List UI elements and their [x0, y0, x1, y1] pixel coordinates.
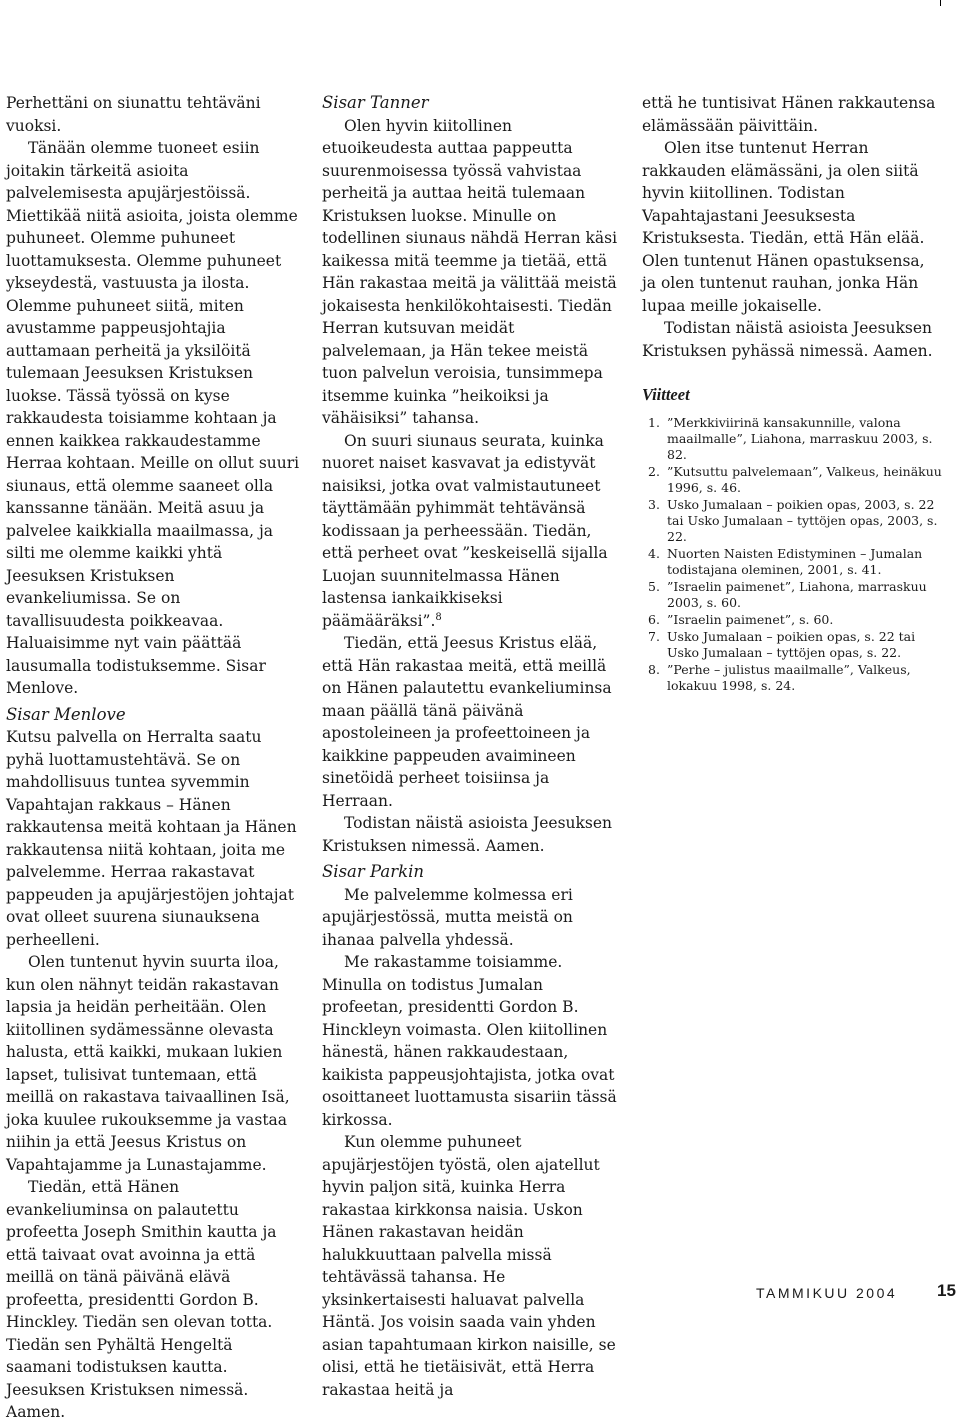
paragraph: Olen hyvin kiitollinen etuoikeudesta auttaa pappeutta suurenmoisessa työssä vahvistaa perheitä ja auttaa heitä tulemaan Kristuksen luokse. Minulle on todellinen siunaus nähdä Herran käsi kaikessa mitä teemme ja tietää, että Hän rakastaa meitä ja välittää meistä jokaisesta henkilökohtaisesti. Tiedän Herran kutsuvan meidät palvelemaan, ja Hän tekee meistä tuon palvelun veroisia, tunsimmepa itsemme kuinka ”heikoiksi ja vähäisiksi” tahansa.	[322, 116, 618, 427]
paragraph: Me rakastamme toisiamme. Minulla on todistus Jumalan profeetan, presidentti Gordon B. Hinckleyn voimasta. Olen kiitollinen hänestä, hänen rakkaudestaan, kaikista pappeusjohtajista, jotka ovat osoittaneet luottamusta sisariin tässä kirkossa.	[322, 953, 617, 1129]
paragraph: että he tuntisivat Hänen rakkautensa elämässään päivittäin.	[642, 94, 936, 135]
speaker-heading: Sisar Parkin	[322, 862, 425, 881]
paragraph	[322, 430, 618, 633]
footnote-ref: 8	[435, 611, 442, 623]
note-text: ”Israelin paimenet”, Liahona, marraskuu 2003, s. 60.	[667, 578, 927, 610]
paragraph: Perhettäni on siunattu tehtäväni vuoksi.	[6, 94, 261, 135]
column-1	[6, 92, 302, 1424]
paragraph: Tiedän, että Hänen evankeliuminsa on palautettu profeetta Joseph Smithin kautta ja että taivaat ovat avoinna ja että meillä on tänä päivänä elävä profeetta, presidentti Gordon B. Hinckley. Tiedän sen olevan totta. Tiedän sen Pyhältä Hengeltä saamani todistuksen kautta. Jeesuksen Kristuksen nimessä. Aamen.	[6, 1178, 277, 1421]
column-3	[642, 92, 942, 695]
paragraph: Olen tuntenut hyvin suurta iloa, kun olen nähnyt teidän rakastavan lapsia ja heidän perheitään. Olen kiitollinen sydämessänne olevasta halusta, että kaikki, mukaan lukien lapset, tulisivat tuntemaan, että meillä on rakastava taivaallinen Isä, joka kuulee rukouksemme ja vastaa niihin ja että Jeesus Kristus on Vapahtajamme ja Lunastajamme.	[6, 953, 290, 1174]
note-text: ”Kutsuttu palvelemaan”, Valkeus, heinäkuu 1996, s. 46.	[667, 463, 942, 495]
note-number: 2.	[648, 463, 660, 479]
note-item	[642, 497, 942, 545]
column-2	[322, 92, 618, 1401]
paragraph: Kun olemme puhuneet apujärjestöjen työstä, olen ajatellut hyvin paljon sitä, kuinka Herra rakastaa kirkkonsa naisia. Uskon Hänen rakastavan heidän halukkuuttaan palvella missä tehtävässä tahansa. He yksinkertaisesti haluavat palvella Häntä. Jos voisin saada vain yhden asian tapahtumaan kirkon naisille, se olisi, että he tietäisivät, että Herra rakastaa heitä ja	[322, 1133, 616, 1399]
note-text: Usko Jumalaan – poikien opas, s. 22 tai Usko Jumalaan – tyttöjen opas, s. 22.	[667, 628, 916, 660]
footer-issue: TAMMIKUU 2004	[756, 1285, 898, 1301]
notes-list	[642, 415, 942, 694]
notes-heading: Viitteet	[642, 385, 690, 404]
page-number: 15	[937, 1281, 956, 1300]
paragraph: Me palvelemme kolmessa eri apujärjestössä, mutta meistä on ihanaa palvella yhdessä.	[322, 885, 573, 949]
note-item	[642, 464, 942, 496]
note-item	[642, 629, 942, 661]
note-number: 3.	[648, 496, 660, 512]
speaker-heading: Sisar Menlove	[6, 704, 126, 724]
note-item	[642, 662, 942, 694]
paragraph: Tänään olemme tuoneet esiin joitakin tärkeitä asioita palvelemisesta apujärjestöissä. Miettikää niitä asioita, joista olemme puhuneet. Olemme puhuneet luottamuksesta. Olemme puhuneet ykseydestä, vastuusta ja ilosta. Olemme puhuneet siitä, miten avustamme pappeusjohtajia auttamaan perheitä ja yksilöitä tulemaan Jeesuksen Kristuksen luokse. Tässä työssä on kyse rakkaudesta toisiamme kohtaan ja ennen kaikkea rakkaudestamme Herraa kohtaan. Meille on ollut suuri siunaus, että olemme saaneet olla kanssanne tänään. Meitä asuu ja palvelee kaikkialla maailmassa, ja silti me olemme kaikki yhtä Jeesuksen Kristuksen evankeliumissa. Se on tavallisuudesta poikkeavaa. Haluaisimme nyt vain päättää lausumalla todistuksemme. Sisar Menlove.	[6, 139, 300, 697]
note-item	[642, 415, 942, 463]
note-text: Usko Jumalaan – poikien opas, 2003, s. 22 tai Usko Jumalaan – tyttöjen opas, 2003, s. 22.	[667, 496, 938, 544]
note-number: 5.	[648, 578, 660, 594]
paragraph: Todistan näistä asioista Jeesuksen Kristuksen pyhässä nimessä. Aamen.	[642, 319, 933, 360]
note-number: 7.	[648, 628, 660, 644]
note-text: Nuorten Naisten Edistyminen – Jumalan todistajana oleminen, 2001, s. 41.	[667, 545, 923, 577]
note-item	[642, 579, 942, 611]
crop-mark	[940, 0, 941, 6]
paragraph-text: On suuri siunaus seurata, kuinka nuoret naiset kasvavat ja edistyvät naisiksi, jotka ovat valmistautuneet täyttämään pyhimmät tehtävänsä kodissaan ja perheessään. Tiedän, että perheet ovat ”keskeisellä sijalla Luojan suunnitelmassa Hänen lastensa iankaikkiseksi päämääräksi”.	[322, 431, 608, 630]
paragraph: Tiedän, että Jeesus Kristus elää, että Hän rakastaa meitä, että meillä on Hänen palautettu evankeliuminsa maan päällä tänä päivänä apostoleineen ja profeettoineen ja kaikkine pappeuden avaimineen sinetöidä perheet toisiinsa ja Herraan.	[322, 634, 612, 810]
speaker-heading: Sisar Tanner	[322, 93, 429, 112]
paragraph: Todistan näistä asioista Jeesuksen Kristuksen nimessä. Aamen.	[322, 814, 613, 855]
note-number: 4.	[648, 545, 660, 561]
paragraph: Kutsu palvella on Herralta saatu pyhä luottamustehtävä. Se on mahdollisuus tuntea syvemmin Vapahtajan rakkaus – Hänen rakkautensa meitä kohtaan ja Hänen rakkautensa niitä kohtaan, joita me palvelemme. Herraa rakastavat pappeuden ja apujärjestöjen johtajat ovat olleet suurena siunauksena perheelleni.	[6, 728, 297, 949]
note-text: ”Perhe – julistus maailmalle”, Valkeus, lokakuu 1998, s. 24.	[667, 661, 911, 693]
note-number: 6.	[648, 611, 660, 627]
note-number: 1.	[648, 414, 660, 430]
note-item	[642, 546, 942, 578]
note-number: 8.	[648, 661, 660, 677]
paragraph: Olen itse tuntenut Herran rakkauden elämässäni, ja olen siitä hyvin kiitollinen. Todistan Vapahtajastani Jeesuksesta Kristuksesta. Tiedän, että Hän elää. Olen tuntenut Hänen opastuksensa, ja olen tuntenut rauhan, jonka Hän lupaa meille jokaiselle.	[642, 139, 925, 315]
note-text: ”Israelin paimenet”, s. 60.	[667, 611, 834, 627]
note-item	[642, 612, 942, 628]
note-text: ”Merkkiviirinä kansakunnille, valona maailmalle”, Liahona, marraskuu 2003, s. 82.	[667, 414, 933, 462]
